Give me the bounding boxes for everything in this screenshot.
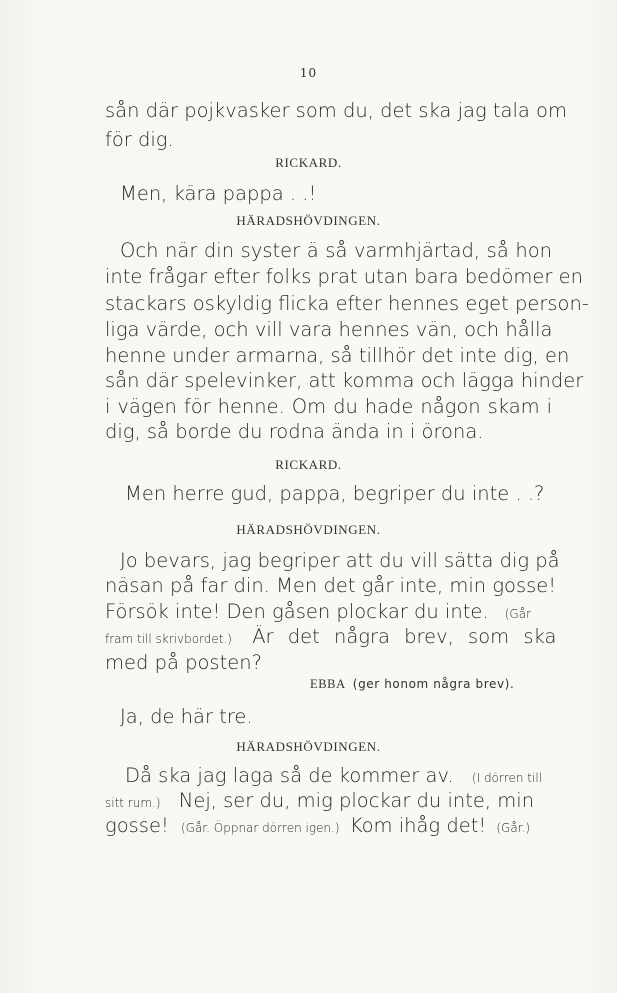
text-line: med på posten? bbox=[105, 651, 262, 674]
text-span: Är det några brev, som ska bbox=[252, 625, 557, 648]
stage-direction: (Går.) bbox=[496, 821, 531, 835]
text-line: sån där pojkvasker som du, det ska jag tala om bbox=[105, 99, 567, 122]
stage-direction: (ger honom några brev). bbox=[352, 677, 515, 691]
speaker-heading: HÄRADSHÖVDINGEN. bbox=[236, 213, 381, 228]
text-line: Jo bevars, jag begriper att du vill sätta dig på bbox=[120, 549, 560, 572]
text-line: för dig. bbox=[105, 128, 174, 151]
speaker-name: EBBA bbox=[310, 677, 346, 691]
page-number: 10 bbox=[299, 66, 318, 80]
text-line: liga värde, och vill vara hennes vän, och hålla bbox=[105, 318, 553, 341]
stage-direction: (I dörren till bbox=[471, 771, 543, 785]
speaker-heading: RICKARD. bbox=[275, 457, 342, 472]
text-line: Men, kära pappa . .! bbox=[120, 182, 317, 205]
text-line: Och när din syster ä så varmhjärtad, så hon bbox=[120, 239, 552, 262]
text-span: Försök inte! Den gåsen plockar du inte. bbox=[105, 600, 489, 623]
text-line bbox=[105, 600, 552, 626]
stage-direction: sitt rum.) bbox=[105, 796, 161, 810]
text-line: i vägen för henne. Om du hade någon skam i bbox=[105, 395, 552, 418]
speaker-heading: RICKARD. bbox=[275, 155, 342, 170]
text-line: näsan på far din. Men det går inte, min gosse! bbox=[105, 574, 557, 597]
stage-direction: (Går bbox=[504, 607, 532, 621]
text-span: Då ska jag laga så de kommer av. bbox=[125, 764, 454, 787]
text-line bbox=[105, 625, 557, 651]
text-line bbox=[105, 814, 552, 840]
text-line: henne under armarna, så tillhör det inte dig, en bbox=[105, 344, 570, 367]
text-span: gosse! bbox=[105, 814, 169, 837]
text-line: Ja, de här tre. bbox=[120, 705, 253, 728]
text-line: dig, så borde du rodna ända in i örona. bbox=[105, 420, 484, 443]
stage-direction: (Går. Öppnar dörren igen.) bbox=[180, 821, 340, 835]
text-line: stackars oskyldig flicka efter hennes eget person- bbox=[105, 292, 589, 315]
speaker-heading bbox=[310, 677, 514, 692]
stage-direction: fram till skrivbordet.) bbox=[105, 632, 232, 646]
speaker-heading: HÄRADSHÖVDINGEN. bbox=[236, 522, 381, 537]
text-line bbox=[125, 764, 572, 790]
text-line: inte frågar efter folks prat utan bara bedömer en bbox=[105, 265, 583, 288]
text-line: Men herre gud, pappa, begriper du inte . .? bbox=[125, 482, 545, 505]
text-span: Kom ihåg det! bbox=[349, 814, 487, 837]
text-line bbox=[105, 789, 552, 815]
speaker-heading: HÄRADSHÖVDINGEN. bbox=[236, 739, 381, 754]
text-line: sån där spelevinker, att komma och lägga hinder bbox=[105, 369, 584, 392]
text-span: Nej, ser du, mig plockar du inte, min bbox=[178, 789, 535, 812]
